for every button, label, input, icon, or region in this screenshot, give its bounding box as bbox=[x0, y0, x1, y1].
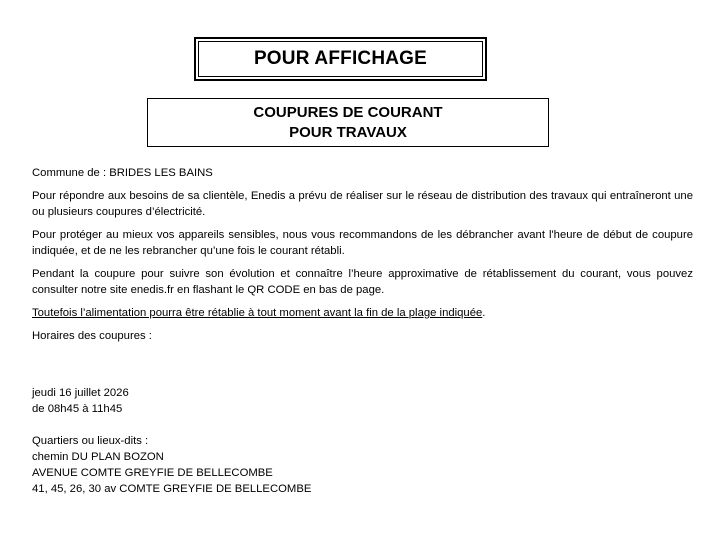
subtitle-line-2: POUR TRAVAUX bbox=[289, 123, 407, 141]
place-item: 41, 45, 26, 30 av COMTE GREYFIE DE BELLECOMBE bbox=[32, 483, 312, 495]
commune-line: Commune de : BRIDES LES BAINS bbox=[32, 167, 213, 179]
notice-underlined: Toutefois l’alimentation pourra être rétablie à tout moment avant la fin de la plage indiquée bbox=[32, 307, 483, 319]
schedule-date: jeudi 16 juillet 2026 bbox=[32, 387, 129, 399]
paragraph-needs: Pour répondre aux besoins de sa clientèle, Enedis a prévu de réaliser sur le réseau de distribution des travaux qui entraîneront une ou plusieurs coupures d’électricité. bbox=[32, 190, 693, 218]
notice-line bbox=[32, 305, 693, 321]
schedule-block bbox=[32, 385, 129, 417]
subtitle-line-1: COUPURES DE COURANT bbox=[253, 103, 443, 121]
title-box bbox=[194, 37, 487, 81]
page-title: POUR AFFICHAGE bbox=[198, 41, 483, 77]
schedule-label: Horaires des coupures : bbox=[32, 330, 152, 342]
place-item: chemin DU PLAN BOZON bbox=[32, 451, 164, 463]
paragraph-protect: Pour protéger au mieux vos appareils sensibles, nous vous recommandons de les débrancher avant l'heure de début de coupure indiquée, et de ne les rebrancher qu’une fois le courant rétabli. bbox=[32, 229, 693, 257]
schedule-time: de 08h45 à 11h45 bbox=[32, 403, 123, 415]
subtitle-box bbox=[147, 98, 549, 147]
place-item: AVENUE COMTE GREYFIE DE BELLECOMBE bbox=[32, 467, 273, 479]
notice-body bbox=[32, 165, 693, 351]
paragraph-follow: Pendant la coupure pour suivre son évolution et connaître l’heure approximative de rétablissement du courant, vous pouvez consulter notre site enedis.fr en flashant le QR CODE en bas de page. bbox=[32, 268, 693, 296]
places-block bbox=[32, 433, 311, 497]
places-label: Quartiers ou lieux-dits : bbox=[32, 435, 149, 447]
notice-period: . bbox=[482, 307, 486, 319]
